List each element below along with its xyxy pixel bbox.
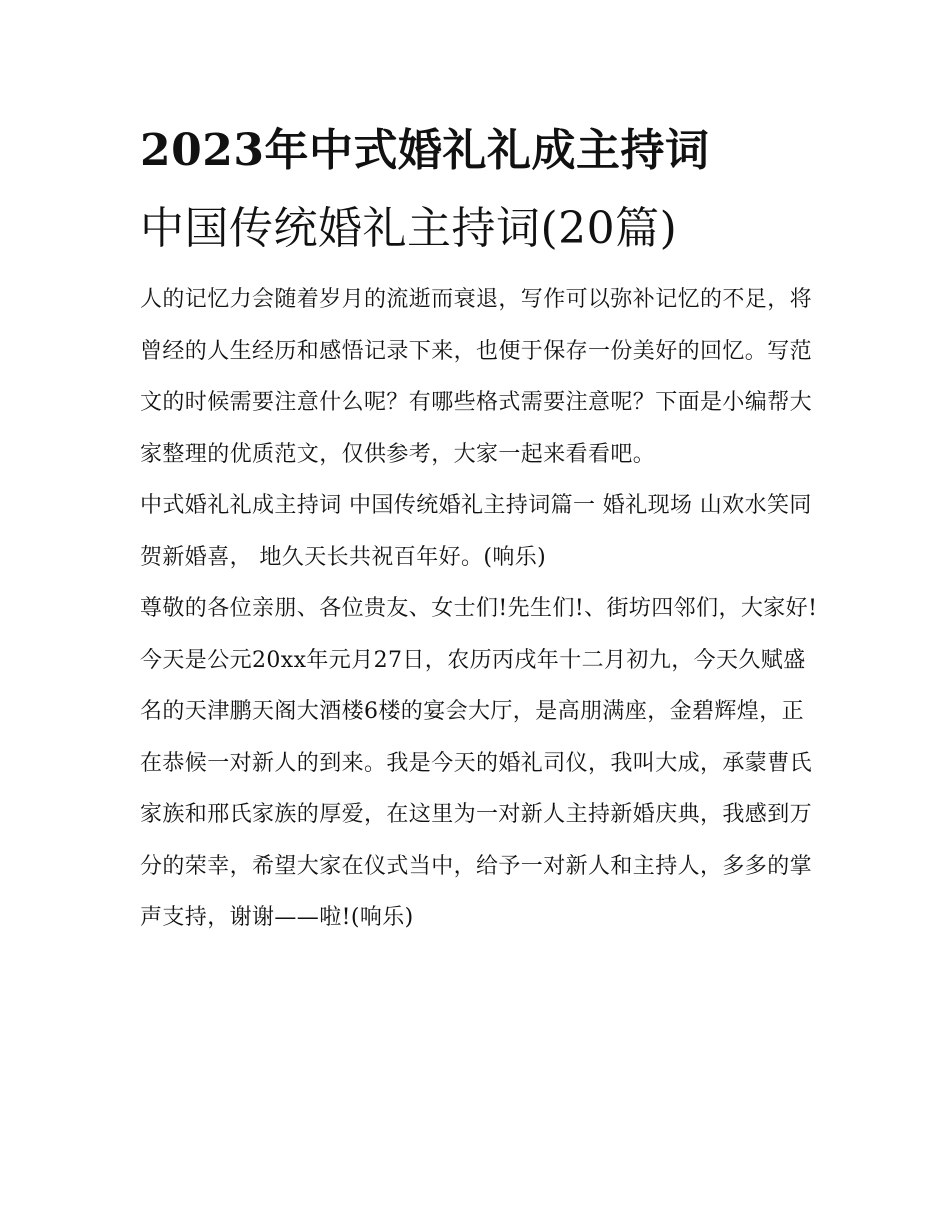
document-page xyxy=(140,112,820,944)
title-line-1: 2023年中式婚礼礼成主持词 xyxy=(140,125,710,176)
title-line-2: 中国传统婚礼主持词(20篇) xyxy=(140,203,678,254)
intro-paragraph: 人的记忆力会随着岁月的流逝而衰退，写作可以弥补记忆的不足，将曾经的人生经历和感悟记录下来，也便于保存一份美好的回忆。写范文的时候需要注意什么呢？有哪些格式需要注意呢？下面是小编帮大家整理的优质范文，仅供参考，大家一起来看看吧。 xyxy=(140,287,813,467)
greeting-paragraph: 尊敬的各位亲朋、各位贵友、女士们!先生们!、街坊四邻们，大家好! xyxy=(140,596,818,621)
section-heading-paragraph: 中式婚礼礼成主持词 中国传统婚礼主持词篇一 婚礼现场 山欢水笑同贺新婚喜， 地久天长共祝百年好。(响乐) xyxy=(140,493,812,570)
opening-speech-paragraph: 今天是公元20xx年元月27日，农历丙戌年十二月初九，今天久赋盛名的天津鹏天阁大酒楼6楼的宴会大厅，是高朋满座，金碧辉煌，正在恭候一对新人的到来。我是今天的婚礼司仪，我叫大成，承蒙曹氏家族和邢氏家族的厚爱，在这里为一对新人主持新婚庆典，我感到万分的荣幸，希望大家在仪式当中，给予一对新人和主持人，多多的掌声支持，谢谢——啦!(响乐) xyxy=(140,647,813,930)
document-title xyxy=(140,112,820,268)
document-body xyxy=(140,274,820,944)
